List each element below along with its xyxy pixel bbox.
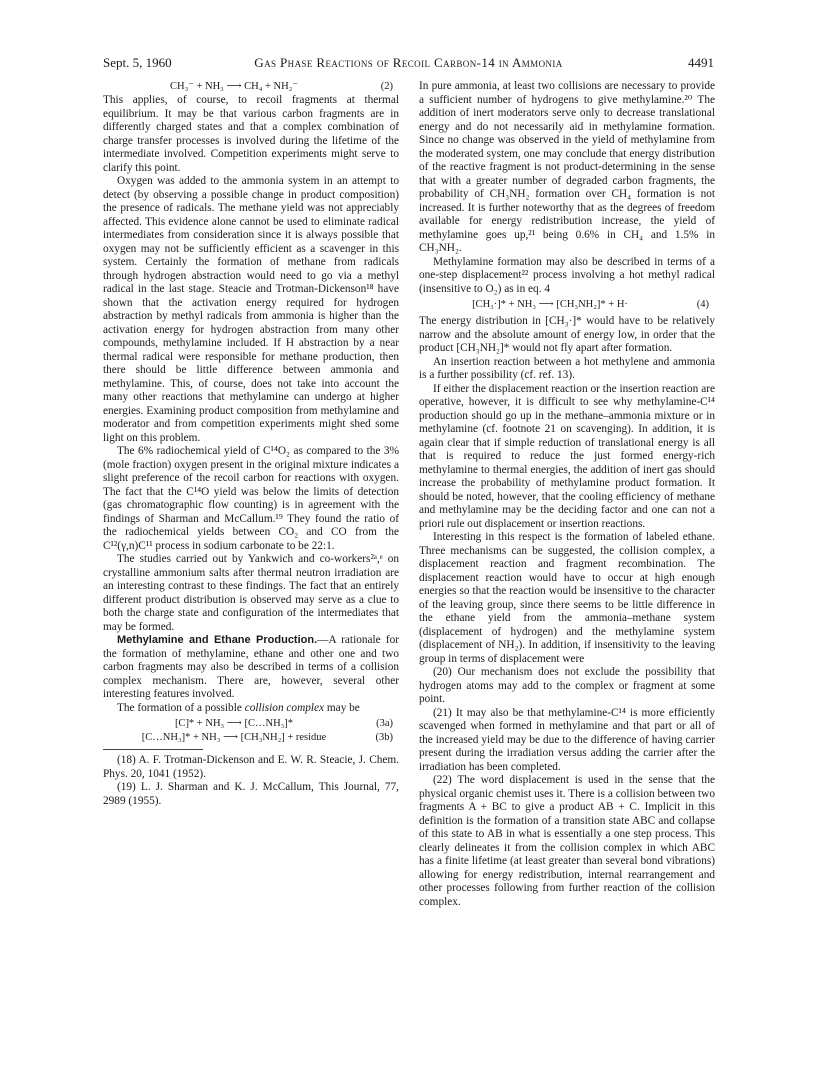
footnote-22: (22) The word displacement is used in the sense that the physical organic chemist uses it. There is a collision between two fragments A + BC to give a product AB + C. Implicit in this definition is the formation of a transition state ABC and collapse of this state to AB in what is essentially a one step process. This clearly delineates it from the collision complex in which ABC has a finite lifetime (at least greater than several bond vibrations) allowing for energy redistribution, internal rearrangement and other processes following from further reaction of the collision complex. <box>419 774 715 908</box>
equation-3b-number: (3b) <box>375 732 393 743</box>
equation-3a-number: (3a) <box>376 718 393 729</box>
paragraph-charge-states: This applies, of course, to recoil fragments at thermal equilibrium. It may be that various carbon fragments are in differently charged states and that a complex combination of charge transfer processes is involved during the lifetime of the intermediate involved. Competition experiments might serve to clarify this point. <box>103 94 399 174</box>
paragraph-collision-complex <box>103 702 399 716</box>
paragraph-radiochemical-yield: The 6% radiochemical yield of C¹⁴O₂ as compared to the 3% (mole fraction) oxygen present in the original mixture indicates a slight preference of the recoil carbon for reactions with oxygen. The fact that the C¹⁴O yield was below the limits of detection (gas chromatographic flow counting) is in agreement with the findings of Sharman and McCallum.¹⁹ They found the ratio of the radiochemical yields between CO₂ and CO from the C¹²(γ,n)C¹¹ process in sodium carbonate to be 22:1. <box>103 445 399 552</box>
header-date: Sept. 5, 1960 <box>103 55 172 70</box>
paragraph-yankwich-studies: The studies carried out by Yankwich and co-workers²ᵃ,ᵉ on crystalline ammonium salts after thermal neutron irradiation are an interesting contrast to these findings. The fact that an entirely different product distribution is observed may serve as a clue to both the charge state and configuration of the intermediates that may be formed. <box>103 553 399 633</box>
running-header <box>103 54 714 72</box>
section-body: —A rationale for the formation of methylamine, ethane and other one and two carbon fragments may also be described in terms of a collision complex mechanism. There are, however, several other interesting features involved. <box>103 634 400 700</box>
equation-4-number: (4) <box>696 299 709 310</box>
equation-3a <box>103 717 399 731</box>
collision-complex-text-post: may be <box>324 701 360 714</box>
paragraph-methylamine-ethane <box>103 634 399 702</box>
paragraph-oxygen-scavenger: Oxygen was added to the ammonia system in an attempt to detect (by observing a possible change in product composition) the presence of radicals. The methane yield was not appreciably affected. This evidence alone cannot be used to eliminate radical intermediates from consideration since it is always possible that oxygen may not be sufficiently efficient as a scavenger in this system. Certainly the formation of methane from radicals through hydrogen abstraction would need to go via a methyl radical in the last stage. Steacie and Trotman-Dickenson¹⁸ have shown that the activation energy required for hydrogen abstraction by methyl radicals from ammonia is higher than the activation energy for hydrogen abstraction from many other compounds, methylamine included. If H abstraction by a near thermal radical were responsible for methane production, then there should be little difference between ammonia and methylamine. This, of course, does not take into account the many other reactions that methylamine can undergo at higher energies. Examining product composition from methylamine and moderator and from competition experiments might shed some light on this problem. <box>103 175 399 444</box>
equation-2-number: (2) <box>380 81 393 92</box>
equation-2-text: CH₃⁻ + NH₃ ⟶ CH₄ + NH₂⁻ <box>170 81 298 92</box>
header-page-number: 4491 <box>688 55 714 70</box>
equation-3a-text: [C]* + NH₃ ⟶ [C…NH₃]* <box>174 718 294 729</box>
footnote-21: (21) It may also be that methylamine-C¹⁴ is more efficiently scavenged when formed in methylamine and that part or all of the increased yield may be due to the difference of having carrier present during the irradiation versus adding the carrier after the irradiation has been completed. <box>419 706 715 773</box>
equation-4-text: [CH₃·]* + NH₃ ⟶ [CH₃NH₂]* + H· <box>472 299 628 310</box>
paragraph-displacement-or-insertion: If either the displacement reaction or the insertion reaction are operative, however, it is difficult to see why methylamine-C¹⁴ production should go up in the methane–ammonia mixture or in methylamine (cf. footnote 21 on scavenging). In addition, it is again clear that if simple reduction of translational energy is all that is required to reduce the just formed energy-rich methylamine to thermal energies, the addition of inert gas should increase the probability of methylamine product formation. It should be noted, however, that the cooling efficiency of methane and methylamine may be the deciding factor and one can not a priori rule out displacement or insertion reactions. <box>419 382 715 530</box>
equation-4 <box>419 298 715 312</box>
equation-3b-text: [C…NH₃]* + NH₃ ⟶ [CH₃NH₂] + residue <box>141 732 327 743</box>
right-column <box>419 80 715 909</box>
equation-2 <box>103 80 399 94</box>
paragraph-energy-distribution: The energy distribution in [CH₃·]* would have to be relatively narrow and the absolute amount of energy low, in order that the product [CH₃NH₂]* would not fly apart after formation. <box>419 315 715 354</box>
paragraph-pure-ammonia: In pure ammonia, at least two collisions are necessary to provide a sufficient number of hydrogens to give methylamine.²⁰ The addition of inert moderators serve only to decrease translational energy and do not necessarily aid in methylamine formation. Since no change was observed in the yield of methylamine from the moderated system, one may conclude that energy distribution of the reactive fragment is not product-determining in the sense that with a greater number of degraded carbon fragments, the probability of CH₃NH₂ formation over CH₄ formation is not increased. It is further noteworthy that as the degrees of freedom available for energy redistribution increase, the yield of methylamine goes up,²¹ being 0.6% in CH₄ and 1.5% in CH₃NH₂. <box>419 80 715 254</box>
collision-complex-text-pre: The formation of a possible <box>117 701 245 714</box>
header-title: Gas Phase Reactions of Recoil Carbon-14 in Ammonia <box>254 55 563 70</box>
paragraph-one-step-displacement: Methylamine formation may also be described in terms of a one-step displacement²² process involving a hot methyl radical (insensitive to O₂) as in eq. 4 <box>419 255 715 295</box>
footnote-19: (19) L. J. Sharman and K. J. McCallum, This Journal, 77, 2989 (1955). <box>103 781 399 807</box>
equation-3b <box>103 731 399 745</box>
paragraph-insertion-reaction: An insertion reaction between a hot methylene and ammonia is a further possibility (cf. ref. 13). <box>419 355 715 381</box>
collision-complex-term: collision complex <box>244 701 325 714</box>
left-column <box>103 80 399 808</box>
footnote-divider <box>103 749 203 750</box>
footnote-18: (18) A. F. Trotman-Dickenson and E. W. R. Steacie, J. Chem. Phys. 20, 1041 (1952). <box>103 754 399 780</box>
footnote-20: (20) Our mechanism does not exclude the possibility that hydrogen atoms may add to the complex or fragment at some point. <box>419 666 715 705</box>
paragraph-labeled-ethane: Interesting in this respect is the formation of labeled ethane. Three mechanisms can be suggested, the collision complex, a displacement reaction and fragment recombination. The displacement reaction would have to occur at high enough energies so that the reaction would be insensitive to the character of the leaving group, since there seems to be little difference in the ethane yield from the ammonia–methane system (displacement of hydrogen) and the methylamine system (displacement of NH₂). In addition, if insensitivity to the leaving group in terms of displacement were <box>419 531 715 665</box>
section-heading: Methylamine and Ethane Production. <box>117 634 318 646</box>
